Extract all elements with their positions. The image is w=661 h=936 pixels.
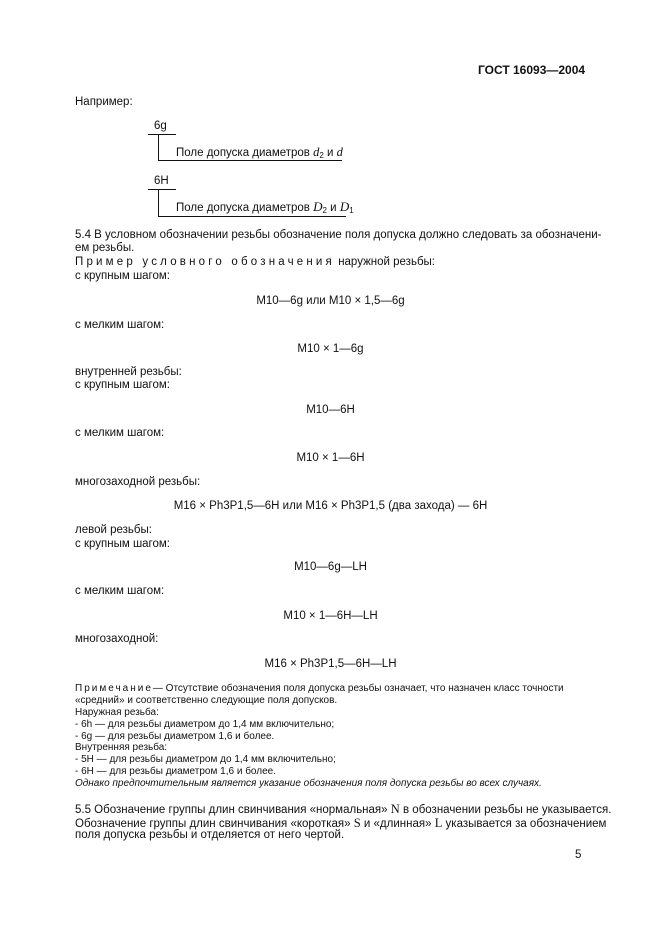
multistart-label: многозаходной резьбы: <box>75 476 201 488</box>
example-intro: Например: <box>75 96 133 108</box>
example-heading: Пример условного обозначения наружной резьбы: <box>75 256 435 268</box>
fine-pitch-label: с мелким шагом: <box>75 585 165 597</box>
coarse-pitch-label: с крупным шагом: <box>75 270 170 282</box>
internal-thread-label: внутренней резьбы: <box>75 366 182 378</box>
fine-pitch-label: с мелким шагом: <box>75 319 165 331</box>
note-list-item: - 5H — для резьбы диаметром до 1,4 мм включительно; <box>75 754 336 765</box>
external-thread-title: Наружная резьба: <box>75 707 159 718</box>
formula-multistart: M16 × Ph3P1,5—6H или M16 × Ph3P1,5 (два захода) — 6H <box>173 500 488 512</box>
coarse-pitch-label: с крупным шагом: <box>75 538 170 550</box>
section-5-4-line1: 5.4 В условном обозначении резьбы обозначение поля допуска должно следовать за обозначени- <box>75 229 602 241</box>
formula-left-fine: M10 × 1—6H—LH <box>283 610 378 622</box>
code-underline <box>148 134 176 135</box>
formula-internal-fine: M10 × 1—6H <box>296 452 365 464</box>
leader-vertical <box>158 134 159 161</box>
section-5-5-line1: 5.5 Обозначение группы длин свинчивания «нормальная» N в обозначении резьбы не указывается. <box>75 802 612 816</box>
multistart-left-label: многозаходной: <box>75 633 159 645</box>
formula-left-coarse: M10—6g—LH <box>294 561 367 573</box>
formula-external-coarse: M10—6g или M10 × 1,5—6g <box>256 295 405 307</box>
note-italic-line: Однако предпочтительным является указание обозначения поля допуска резьбы во всех случаях. <box>75 778 542 789</box>
page-number: 5 <box>575 849 582 861</box>
internal-thread-title: Внутренняя резьба: <box>75 742 168 753</box>
coarse-pitch-label: с крупным шагом: <box>75 379 170 391</box>
tolerance-label: Поле допуска диаметров $d_2$ и d <box>176 145 343 160</box>
left-thread-label: левой резьбы: <box>75 524 152 536</box>
section-5-5-line3: поля допуска резьбы и отделяется от него чертой. <box>75 829 345 841</box>
tolerance-code: 6g <box>154 120 167 132</box>
leader-vertical <box>158 189 159 217</box>
code-underline <box>148 189 176 190</box>
tolerance-label: Поле допуска диаметров $D_2$ и $D_1$ <box>176 199 354 215</box>
note-list-item: - 6g — для резьбы диаметром 1,6 и более. <box>75 731 275 742</box>
note-list-item: - 6H — для резьбы диаметром 1,6 и более. <box>75 766 276 777</box>
leader-horizontal <box>158 216 346 217</box>
section-5-4-line2: ем резьбы. <box>75 242 135 254</box>
document-number: ГОСТ 16093—2004 <box>478 63 586 77</box>
formula-internal-coarse: M10—6H <box>306 404 355 416</box>
section-5-5-line2: Обозначение группы длин свинчивания «короткая» S и «длинная» L указывается за обозначением <box>75 816 607 830</box>
note-list-item: - 6h — для резьбы диаметром до 1,4 мм включительно; <box>75 719 335 730</box>
tolerance-code: 6H <box>154 175 169 187</box>
formula-multistart-left: M16 × Ph3P1,5—6H—LH <box>264 658 397 670</box>
fine-pitch-label: с мелким шагом: <box>75 427 165 439</box>
note-line2: «средний» и соответственно следующие поля допусков. <box>75 695 338 706</box>
note-line1: Примечание— Отсутствие обозначения поля допуска резьбы означает, что назначен класс точности <box>75 683 564 694</box>
formula-external-fine: M10 × 1—6g <box>297 343 364 355</box>
